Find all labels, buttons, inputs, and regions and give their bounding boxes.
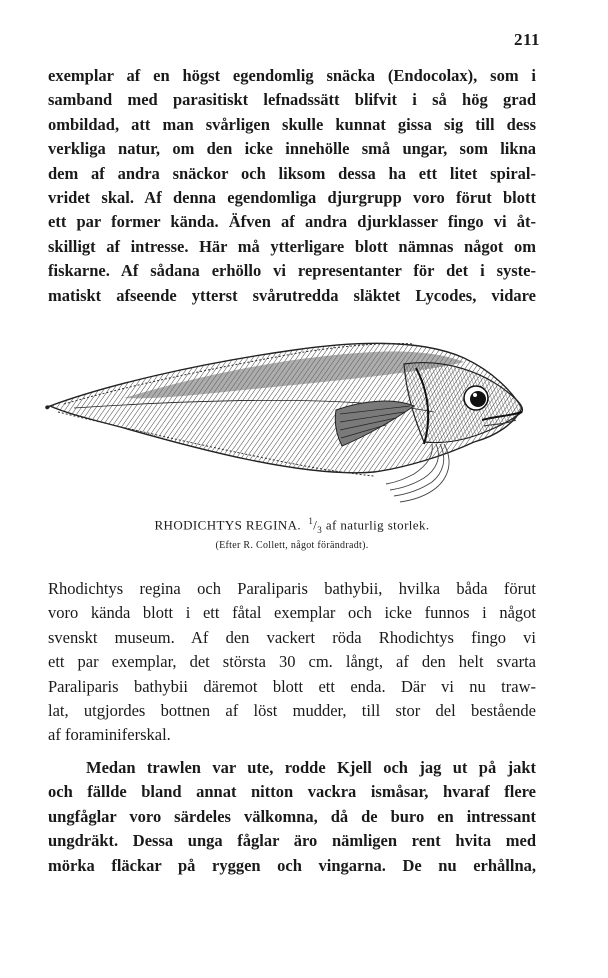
text-line: ungdräkt. Dessa unga fåglar äro nämligen rent hvita med [48,831,536,851]
text-line: skilligt af intresse. Här må ytterligare blott nämnas något om [48,236,536,256]
text-line: Rhodichtys regina och Paraliparis bathybii, hvilka båda förut [48,579,536,598]
text-line: voro kända blott i ett fåtal exemplar och icke funnos i något [48,603,536,623]
text-line: Paraliparis bathybii däremot blott ett enda. Där vi nu traw- [48,676,536,696]
text-line: svenskt museum. Af den vackert röda Rhodichtys fingo vi [48,627,536,647]
scale-numerator: 1 [308,516,314,526]
figure-caption: RHODICHTYS REGINA. $^1/_3$ af naturlig storlek. [154,516,430,535]
text-line: vridet skal. Af denna egendomliga djurgrupp voro förut blott [48,188,536,208]
text-line: dem af andra snäckor och liksom dessa ha ett litet spiral- [48,163,536,183]
text-line: af foraminiferskal. [48,725,171,745]
text-line: och fällde bland annat nitton vackra ismåsar, hvaraf flere [48,782,536,802]
figure-credit: (Efter R. Collett, något förändradt). [215,540,369,551]
text-line: exemplar af en högst egendomlig snäcka (Endocolax), som i [48,66,536,85]
text-line: mörka fläckar på ryggen och vingarna. De nu erhållna, [48,855,536,875]
scale-denominator: 3 [317,524,323,535]
species-name: RHODICHTYS REGINA. [154,517,302,533]
scale-text: af naturlig storlek. [325,517,430,533]
paragraph-middle [48,577,536,748]
text-line: samband med parasitiskt lefnadssätt blifvit i så hög grad [48,90,536,110]
text-line: ett par former kända. Äfven af andra djurklasser fingo vi åt- [48,212,536,232]
paragraph-bottom [48,756,536,878]
text-line: lat, utgjordes bottnen af löst mudder, till stor del bestående [48,701,536,721]
text-line: verkliga natur, om den icke innehölle små ungar, som likna [48,139,536,159]
fish-illustration [44,328,544,508]
text-line: Medan trawlen var ute, rodde Kjell och jag ut på jakt [86,758,536,777]
text-line: ombildad, att man svårligen skulle kunnat gissa sig till dess [48,114,536,134]
text-line: matiskt afseende ytterst svårutredda släktet Lycodes, vidare [48,285,536,305]
page-number: 211 [513,30,540,49]
fish-drawing [44,328,544,508]
text-line: ett par exemplar, det största 30 cm. långt, af den helt svarta [48,652,536,672]
text-line: ungfåglar voro särdeles välkomna, då de buro en intressant [48,806,536,826]
paragraph-top [48,64,536,308]
text-line: fiskarne. Af sådana erhöllo vi representanter för det i syste- [48,261,536,281]
